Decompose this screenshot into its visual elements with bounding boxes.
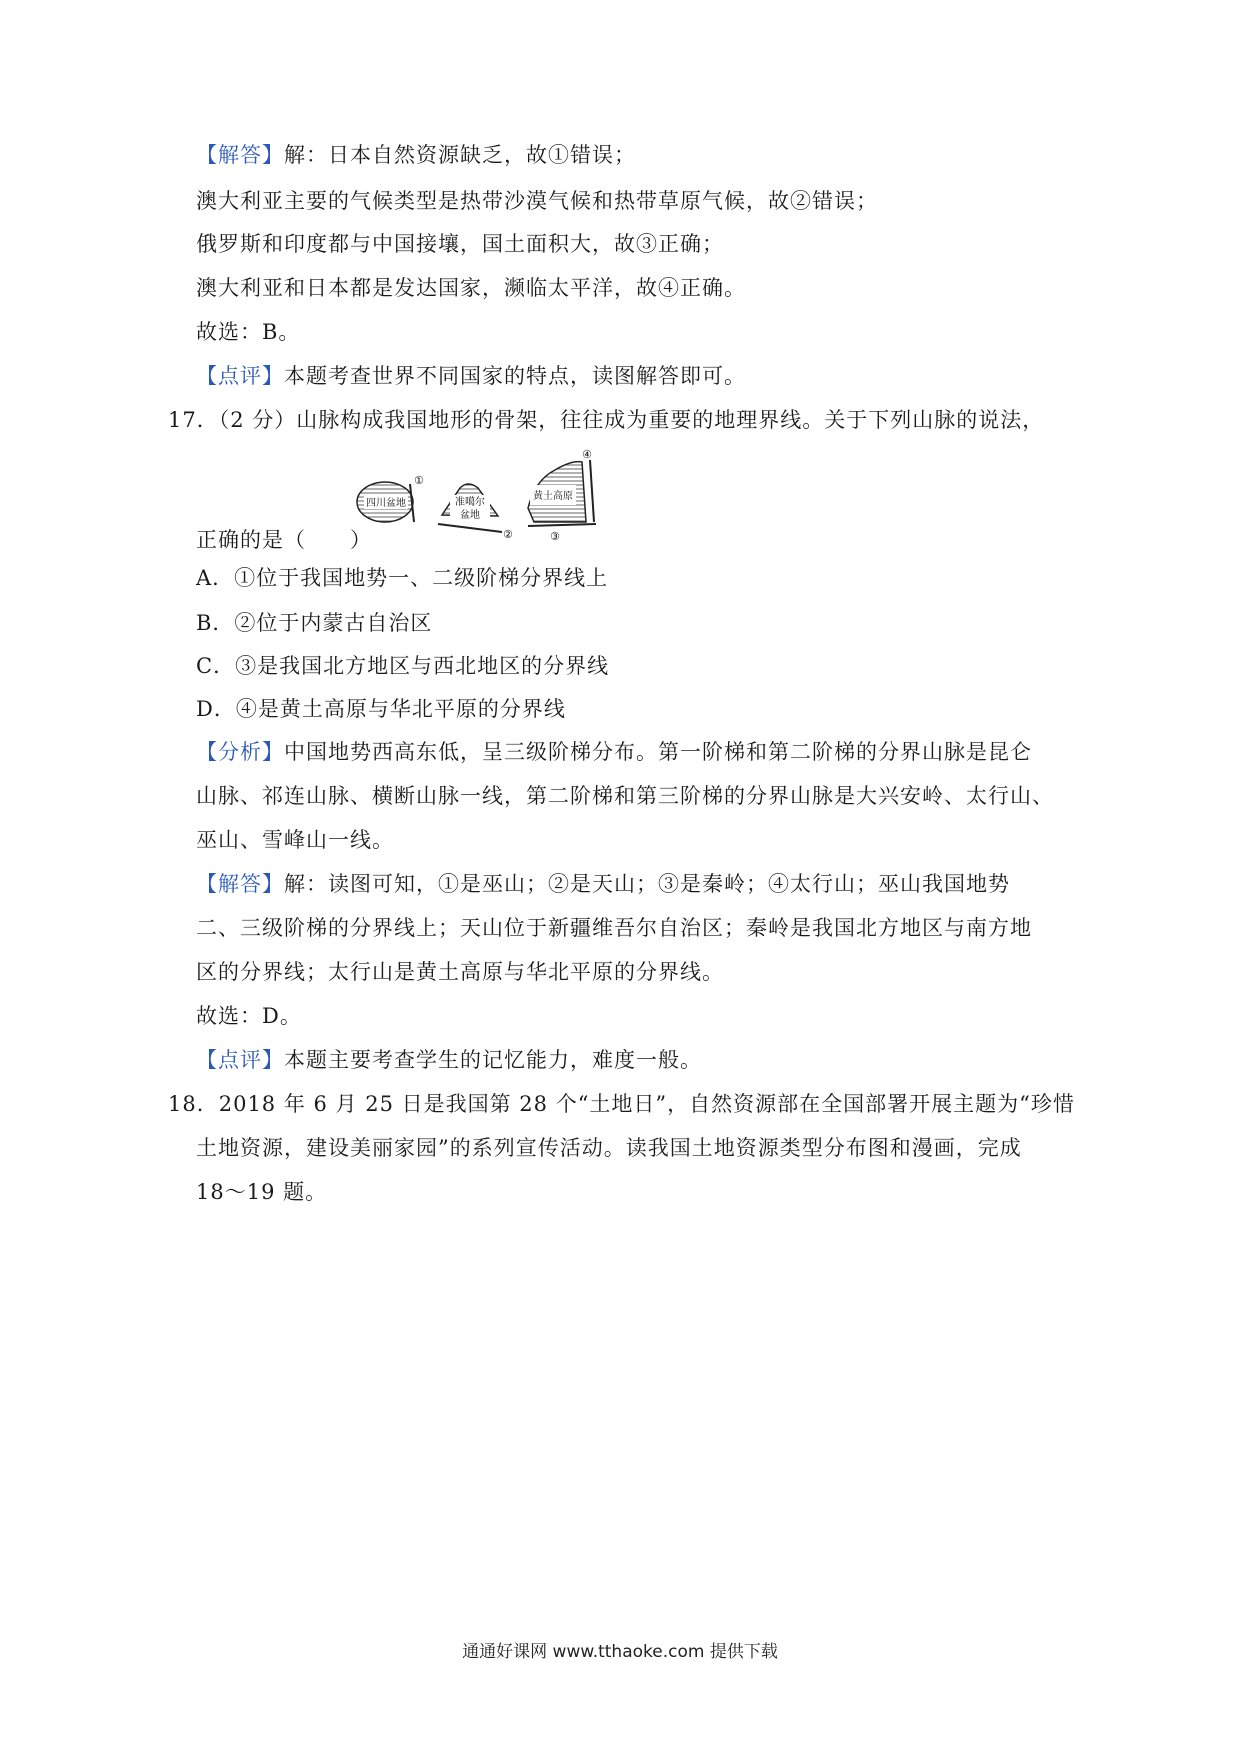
comment-tag: 【点评】 — [196, 1048, 284, 1072]
q16-answer-line-4: 澳大利亚和日本都是发达国家，濒临太平洋，故④正确。 — [196, 276, 746, 300]
q17-option-a: A．①位于我国地势一、二级阶梯分界线上 — [196, 566, 609, 590]
mountain-3-line — [528, 524, 596, 526]
q16-answer-line-3: 俄罗斯和印度都与中国接壤，国土面积大，故③正确； — [196, 232, 724, 256]
q16-answer-line-1: 【解答】解：日本自然资源缺乏，故①错误； — [196, 143, 636, 167]
marker-4: ④ — [582, 448, 592, 461]
mountain-4-line — [590, 460, 594, 522]
q16-answer-line-5: 故选：B。 — [196, 320, 301, 344]
q18-line-2: 土地资源，建设美丽家园”的系列宣传活动。读我国土地资源类型分布图和漫画，完成 — [196, 1136, 1022, 1160]
q17-option-c: C．③是我国北方地区与西北地区的分界线 — [196, 654, 610, 678]
q16-comment: 【点评】本题考查世界不同国家的特点，读图解答即可。 — [196, 364, 746, 388]
q17-option-b: B．②位于内蒙古自治区 — [196, 611, 433, 635]
answer-tag: 【解答】 — [196, 872, 284, 896]
q17-answer-line-3: 区的分界线；太行山是黄土高原与华北平原的分界线。 — [196, 960, 724, 984]
marker-2: ② — [503, 528, 513, 541]
q17-answer-line-2: 二、三级阶梯的分界线上；天山位于新疆维吾尔自治区；秦岭是我国北方地区与南方地 — [196, 916, 1032, 940]
q17-analysis-line-2: 山脉、祁连山脉、横断山脉一线，第二阶梯和第三阶梯的分界山脉是大兴安岭、太行山、 — [196, 784, 1054, 808]
q18-line-1: 18．2018 年 6 月 25 日是我国第 28 个“土地日”，自然资源部在全国部署开展主题为“珍惜 — [168, 1092, 1075, 1116]
mountain-basins-figure — [350, 440, 610, 550]
q17-analysis-line-1: 【分析】中国地势西高东低，呈三级阶梯分布。第一阶梯和第二阶梯的分界山脉是昆仑 — [196, 740, 1032, 764]
q17-answer-line-4: 故选：D。 — [196, 1004, 302, 1028]
sichuan-basin-label: 四川盆地 — [366, 498, 406, 509]
footer: 通通好课网 www.tthaoke.com 提供下载 — [462, 1642, 778, 1662]
q17-option-d: D．④是黄土高原与华北平原的分界线 — [196, 697, 566, 721]
answer-tag: 【解答】 — [196, 143, 284, 167]
q17-stem-cont: 正确的是（ ） — [196, 528, 372, 552]
marker-1: ① — [414, 474, 424, 487]
comment-tag: 【点评】 — [196, 364, 284, 388]
analysis-tag: 【分析】 — [196, 740, 284, 764]
q16-answer-line-2: 澳大利亚主要的气候类型是热带沙漠气候和热带草原气候，故②错误； — [196, 189, 878, 213]
q17-answer-line-1: 【解答】解：读图可知，①是巫山；②是天山；③是秦岭；④太行山；巫山我国地势 — [196, 872, 1010, 896]
q17-stem: 17．（2 分）山脉构成我国地形的骨架，往往成为重要的地理界线。关于下列山脉的说法， — [168, 408, 1045, 432]
marker-3: ③ — [550, 530, 560, 543]
q17-comment: 【点评】本题主要考查学生的记忆能力，难度一般。 — [196, 1048, 702, 1072]
q17-analysis-line-3: 巫山、雪峰山一线。 — [196, 828, 394, 852]
mountain-2-line — [438, 524, 502, 532]
junggar-basin-label-1: 准噶尔 — [455, 497, 485, 508]
q18-line-3: 18～19 题。 — [196, 1180, 328, 1204]
loess-plateau-label: 黄土高原 — [533, 491, 573, 502]
junggar-basin-label-2: 盆地 — [460, 510, 480, 521]
